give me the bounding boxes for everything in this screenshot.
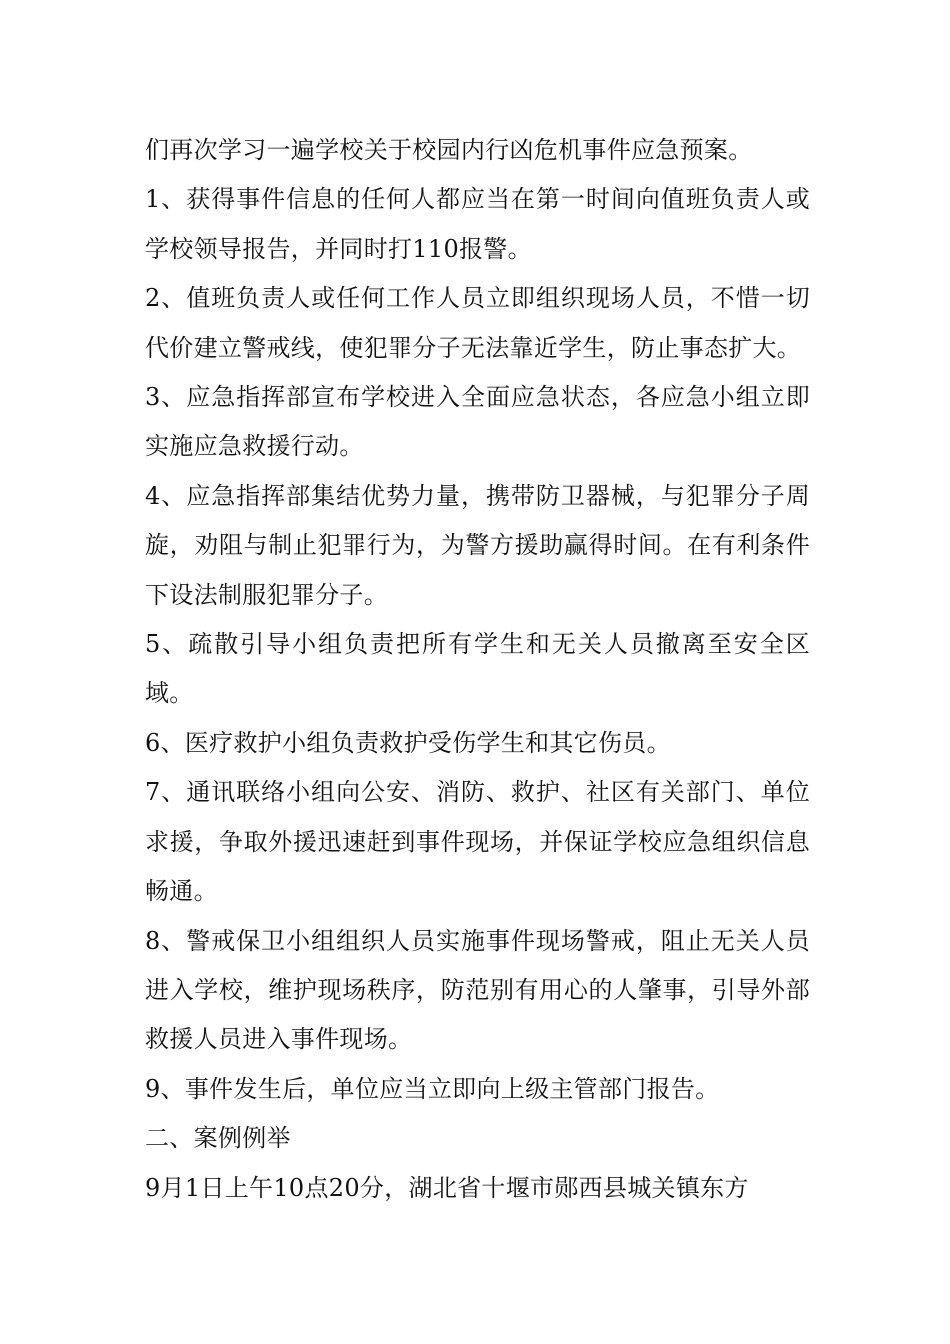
paragraph-step-5: 5、疏散引导小组负责把所有学生和无关人员撤离至安全区域。: [145, 630, 810, 708]
paragraph-step-2: 2、值班负责人或任何工作人员立即组织现场人员，不惜一切代价建立警戒线，使犯罪分子无法靠近学生，防止事态扩大。: [145, 284, 810, 362]
paragraph-intro: 们再次学习一遍学校关于校园内行凶危机事件应急预案。: [145, 136, 753, 164]
paragraph-step-8: 8、警戒保卫小组组织人员实施事件现场警戒，阻止无关人员进入学校，维护现场秩序，防范别有用心的人肇事，引导外部救援人员进入事件现场。: [145, 926, 810, 1054]
paragraph-case-start: 9月1日上午10点20分，湖北省十堰市郧西县城关镇东方: [145, 1173, 749, 1202]
document-body: [145, 126, 810, 1213]
section-heading-case-examples: 二、案例例举: [145, 1124, 291, 1153]
paragraph-step-4: 4、应急指挥部集结优势力量，携带防卫器械，与犯罪分子周旋，劝阻与制止犯罪行为，为警方援助赢得时间。在有利条件下设法制服犯罪分子。: [145, 481, 810, 609]
paragraph-step-3: 3、应急指挥部宣布学校进入全面应急状态，各应急小组立即实施应急救援行动。: [145, 383, 810, 461]
paragraph-step-9: 9、事件发生后，单位应当立即向上级主管部门报告。: [145, 1074, 720, 1103]
paragraph-step-6: 6、医疗救护小组负责救护受伤学生和其它伤员。: [145, 728, 671, 757]
paragraph-step-7: 7、通讯联络小组向公安、消防、救护、社区有关部门、单位求援，争取外援迅速赶到事件现场，并保证学校应急组织信息畅通。: [145, 778, 810, 906]
paragraph-step-1: 1、获得事件信息的任何人都应当在第一时间向值班负责人或学校领导报告，并同时打110报警。: [145, 185, 810, 263]
